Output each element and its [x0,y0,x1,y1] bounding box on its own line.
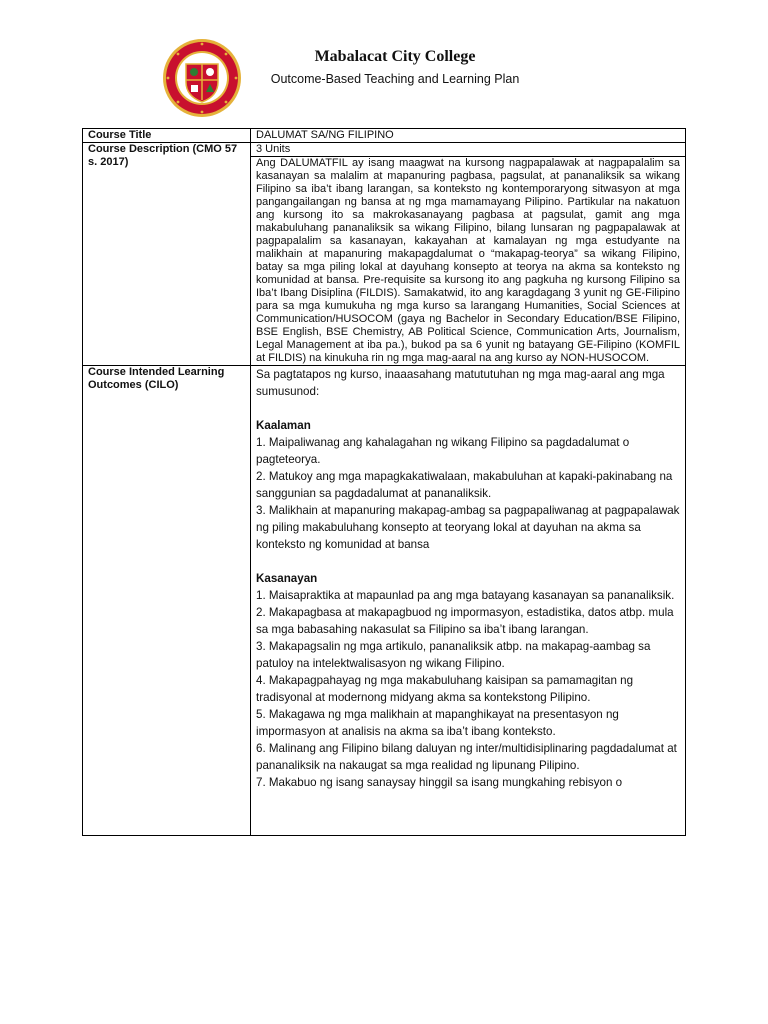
kasanayan-heading: Kasanayan [256,572,318,585]
cilo-intro: Sa pagtatapos ng kurso, inaaasahang matututuhan ng mga mag-aaral ang mga sumusunod: [256,368,665,398]
list-item: 2. Makapagbasa at makapagbuod ng impormasyon, estadistika, datos atbp. mula sa mga babasahing nakasulat sa Filipino sa iba’t ibang larangan. [256,606,674,636]
list-item: 3. Malikhain at mapanuring makapag-ambag sa pagpapaliwanag at pagpapalawak ng piling makabuluhang konsepto at teoryang lokal at dayuhan na akma sa konteksto ng komunidad at bansa [256,504,680,551]
list-item: 2. Matukoy ang mga mapagkakatiwalaan, makabuluhan at kapaki-pakinabang na sanggunian sa pagdadalumat at pananaliksik. [256,470,673,500]
list-item: 5. Makagawa ng mga malikhain at mapanghikayat na presentasyon ng impormasyon at analisis na akma sa iba’t ibang konteksto. [256,708,619,738]
plan-title: Outcome-Based Teaching and Learning Plan [270,72,520,86]
course-description-text: Ang DALUMATFIL ay isang maagwat na kursong nagpapalawak at nagpapalalim sa kasanayan sa malalim at mapanuring pagbasa, pagsulat, at pananaliksik sa wikang Filipino sa iba’t ibang larangan, sa konteksto ng kontemporaryong sitwasyon at mga pangangailangan ng bansa at ng mga mamamayang Pilipino. Partikular na nakatuon ang kursong ito sa makrokasanayang pagbasa at pagsulat, gamit ang mga makabuluhang pananaliksik sa wikang Filipino, bilang lunsaran ng pagpapalawak at pagpapalalim sa kasanayan, kakayahan at kamalayan ng mga estudyante na malikhain at mapanuring makapagdalumat o “makapag-teorya” sa wikang Filipino, batay sa mga piling lokal at dayuhang konsepto at teorya na akma sa konteksto ng komunidad at bansa. Pre-requisite sa kursong ito ang pagkuha ng kursong Filipino sa Iba’t Ibang Disiplina (FILDIS). Samakatwid, ito ang karagdagang 3 yunit ng GE-Filipino para sa mga kumukuha ng mga kurso sa larangang Humanities, Social Sciences at Communication/HUSOCOM (gaya ng Bachelor in Secondary Education/BSE Filipino, BSE English, BSE Chemistry, AB Political Science, Communication Arts, Journalism, Legal Management at iba pa.), bukod pa sa 6 yunit ng batayang GE-Filipino (KOMFIL at FILDIS) na kinukuha rin ng mga mag-aaral na ang kurso ay NON-HUSOCOM. [251,157,686,366]
college-name: Mabalacat City College [314,48,476,65]
course-table [82,128,686,836]
list-item: 3. Makapagsalin ng mga artikulo, pananaliksik atbp. na makapag-aambag sa patuloy na intelektwalisasyon ng wikang Filipino. [256,640,651,670]
list-item: 1. Maipaliwanag ang kahalagahan ng wikang Filipino sa pagdadalumat o pagteteorya. [256,436,630,466]
cilo-label: Course Intended Learning Outcomes (CILO) [83,366,251,836]
kaalaman-heading: Kaalaman [256,419,311,432]
course-description-row [83,143,686,157]
course-title-row [83,129,686,143]
units-value: 3 Units [251,143,686,157]
cilo-row [83,366,686,836]
college-seal-icon [162,38,242,118]
cilo-content [251,366,686,836]
list-item: 7. Makabuo ng isang sanaysay hinggil sa isang mungkahing rebisyon o [256,776,623,789]
list-item: 1. Maisapraktika at mapaunlad pa ang mga batayang kasanayan sa pananaliksik. [256,589,675,602]
list-item: 6. Malinang ang Filipino bilang daluyan ng inter/multidisiplinaring pagdadalumat at pananaliksik na nakaugat sa mga realidad ng lipunang Pilipino. [256,742,677,772]
list-item: 4. Makapagpahayag ng mga makabuluhang kaisipan sa pamamagitan ng tradisyonal at modernong midyang akma sa kontekstong Pilipino. [256,674,634,704]
course-description-label: Course Description (CMO 57 s. 2017) [83,143,251,366]
course-title-value: DALUMAT SA/NG FILIPINO [251,129,686,143]
course-title-label: Course Title [83,129,251,143]
